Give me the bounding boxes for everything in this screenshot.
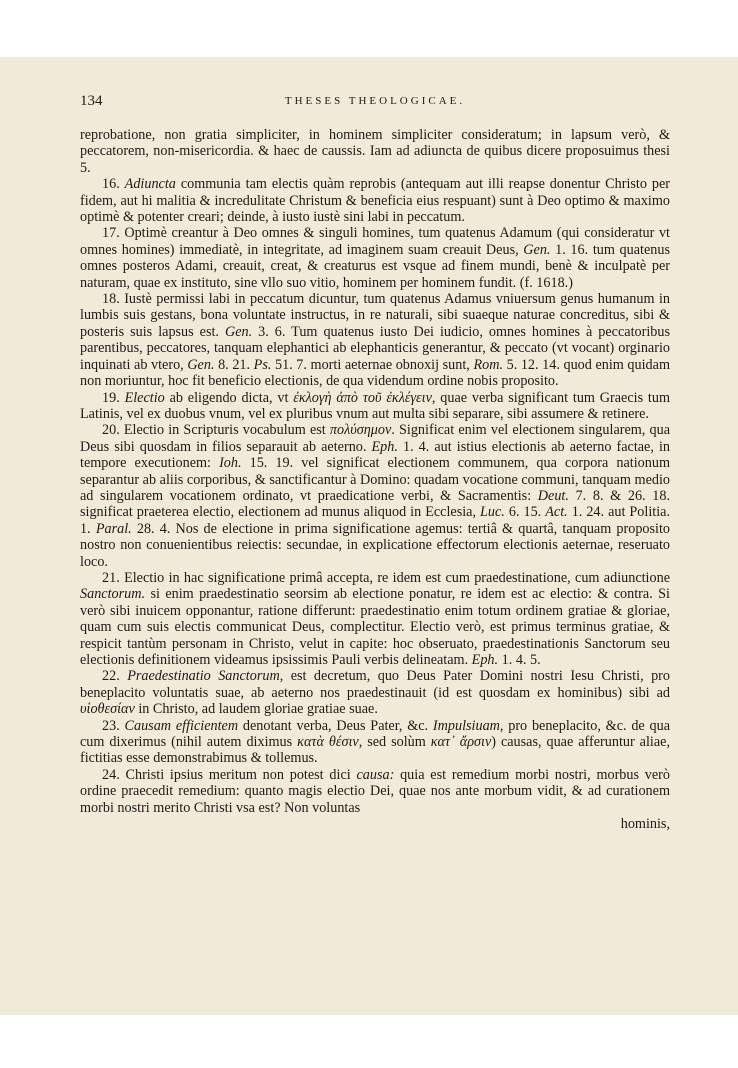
page-header <box>80 93 670 113</box>
paragraph-24: 24. Christi ipsius meritum non potest dici causa: quia est remedium morbi nostri, morbus verò ordine praecedit remedium: quanto magis electio Dei, quae nos ante morbum vidit, & ad curationem morbi nostri merito Christi vsa est? Non voluntas <box>80 766 670 816</box>
body-text <box>80 127 670 832</box>
catchword: hominis, <box>620 816 670 833</box>
paragraph-15-end: reprobatione, non gratia simpliciter, in hominem simpliciter consideratum; in lapsum verò, & peccatorem, non-misericordia. & haec de caussis. Iam ad adiuncta de quibus dicere proposuimus thesi 5. <box>80 127 670 176</box>
paragraph-17: 17. Optimè creantur à Deo omnes & singuli homines, tum quatenus Adamum (qui consideratur vt omnes homines) immediatè, in integritate, ad imaginem suam creauit Deus, Gen. 1. 16. tum quatenus omnes posteros Adami, creauit, creat, & creaturus est vsque ad finem mundi, benè & inculpatè per naturam, quae ex instituto, sine vllo suo vitio, hominem per hominem fundit. (f. 1618.) <box>80 225 670 291</box>
paragraph-21: 21. Electio in hac significatione primâ accepta, re idem est cum praedestinatione, cum adiunctione Sanctorum. si enim praedestinatio seorsim ab electione ponatur, re idem est ac electio: & contra. Si verò sibi inuicem opponantur, ratione differunt: praedestinatio enim totum ordinem gratiae & gloriae, quam cum suis electis communicat Deus, complectitur. Electio verò, est primus terminus gratiae, & respicit tantùm personam in Christo, velut in capite: hoc obseruato, praedestinationis Sanctorum seu electionis definitionem videamus ipsissimis Pauli verbis delineatam. Eph. 1. 4. 5. <box>80 569 670 668</box>
paragraph-22: 22. Praedestinatio Sanctorum, est decretum, quo Deus Pater Domini nostri Iesu Christi, pro beneplacito voluntatis suae, ab aeterno nos praedestinauit (id est quosdam ex hominibus) sibi ad υἱοθεσίαν in Christo, ad laudem gloriae gratiae suae. <box>80 668 670 718</box>
paragraph-19: 19. Electio ab eligendo dicta, vt ἐκλογὴ ἀπὸ τοῦ ἐκλέγειν, quae verba significant tum Graecis tum Latinis, vel ex duobus vnum, vel ex pluribus vnum aut multa sibi separare, sibi assumere & retinere. <box>80 389 671 422</box>
paragraph-18: 18. Iustè permissi labi in peccatum dicuntur, tum quatenus Adamus vniuersum genus humanum in lumbis suis gestans, bona voluntate instructus, in re naturali, sibi suaeque naturae concreditus, sibi & posteris suis lapsus est. Gen. 3. 6. Tum quatenus iusto Dei iudicio, omnes homines à peccatoribus parentibus, peccatores, tanquam elephantici ab elephanticis generantur, & peccato (vt vocant) orginario inquinati ab vtero, Gen. 8. 21. Ps. 51. 7. morti aeternae obnoxij sunt, Rom. 5. 12. 14. quod enim quidam non moriuntur, hoc fit beneficio electionis, de qua videndum ordine nobis proposito. <box>80 291 670 390</box>
paragraph-23: 23. Causam efficientem denotant verba, Deus Pater, &c. Impulsiuam, pro beneplacito, &c. de qua cum dixerimus (nihil autem diximus κατὰ θέσιν, sed solùm κατ᾽ ἄρσιν) causas, quae afferuntur aliae, fictitias esse demonstrabimus & tollemus. <box>80 717 671 767</box>
paragraph-16: 16. Adiuncta communia tam electis quàm reprobis (antequam aut illi reapse donentur Christo per fidem, aut hi malitia & incredulitate Christum & beneficia eius respuant) sunt à Deo optimo & maximo optimè & potenter creari; deinde, à iusto iustè sini labi in peccatum. <box>80 176 670 226</box>
paragraph-20: 20. Electio in Scripturis vocabulum est πολύσημον. Significat enim vel electionem singularem, qua Deus sibi quosdam in filios separauit ab aeterno. Eph. 1. 4. aut istius electionis ab aeterno factae, in tempore executionem: Ioh. 15. 19. vel significat electionem communem, qua corpora nationum separantur ab aliis corporibus, & sanctificantur à Domino: quadam vocatione communi, tanquam medio ad singularem vocationem ordinato, vt praedicatione verbi, & Sacramentis: Deut. 7. 8. & 26. 18. significat praeterea electio, electionem ad munus aliquod in Ecclesia, Luc. 6. 15. Act. 1. 24. aut Politia. 1. Paral. 28. 4. Nos de electione in prima significatione agemus: tertiâ & quartâ, tanquam proposito nostro non conuenientibus reiectis: secundae, in explicatione effectorum electionis aeternae, reseruato loco. <box>80 422 671 570</box>
book-page <box>0 57 738 1015</box>
page-number: 134 <box>80 93 103 109</box>
running-title: THESES THEOLOGICAE. <box>284 95 466 107</box>
